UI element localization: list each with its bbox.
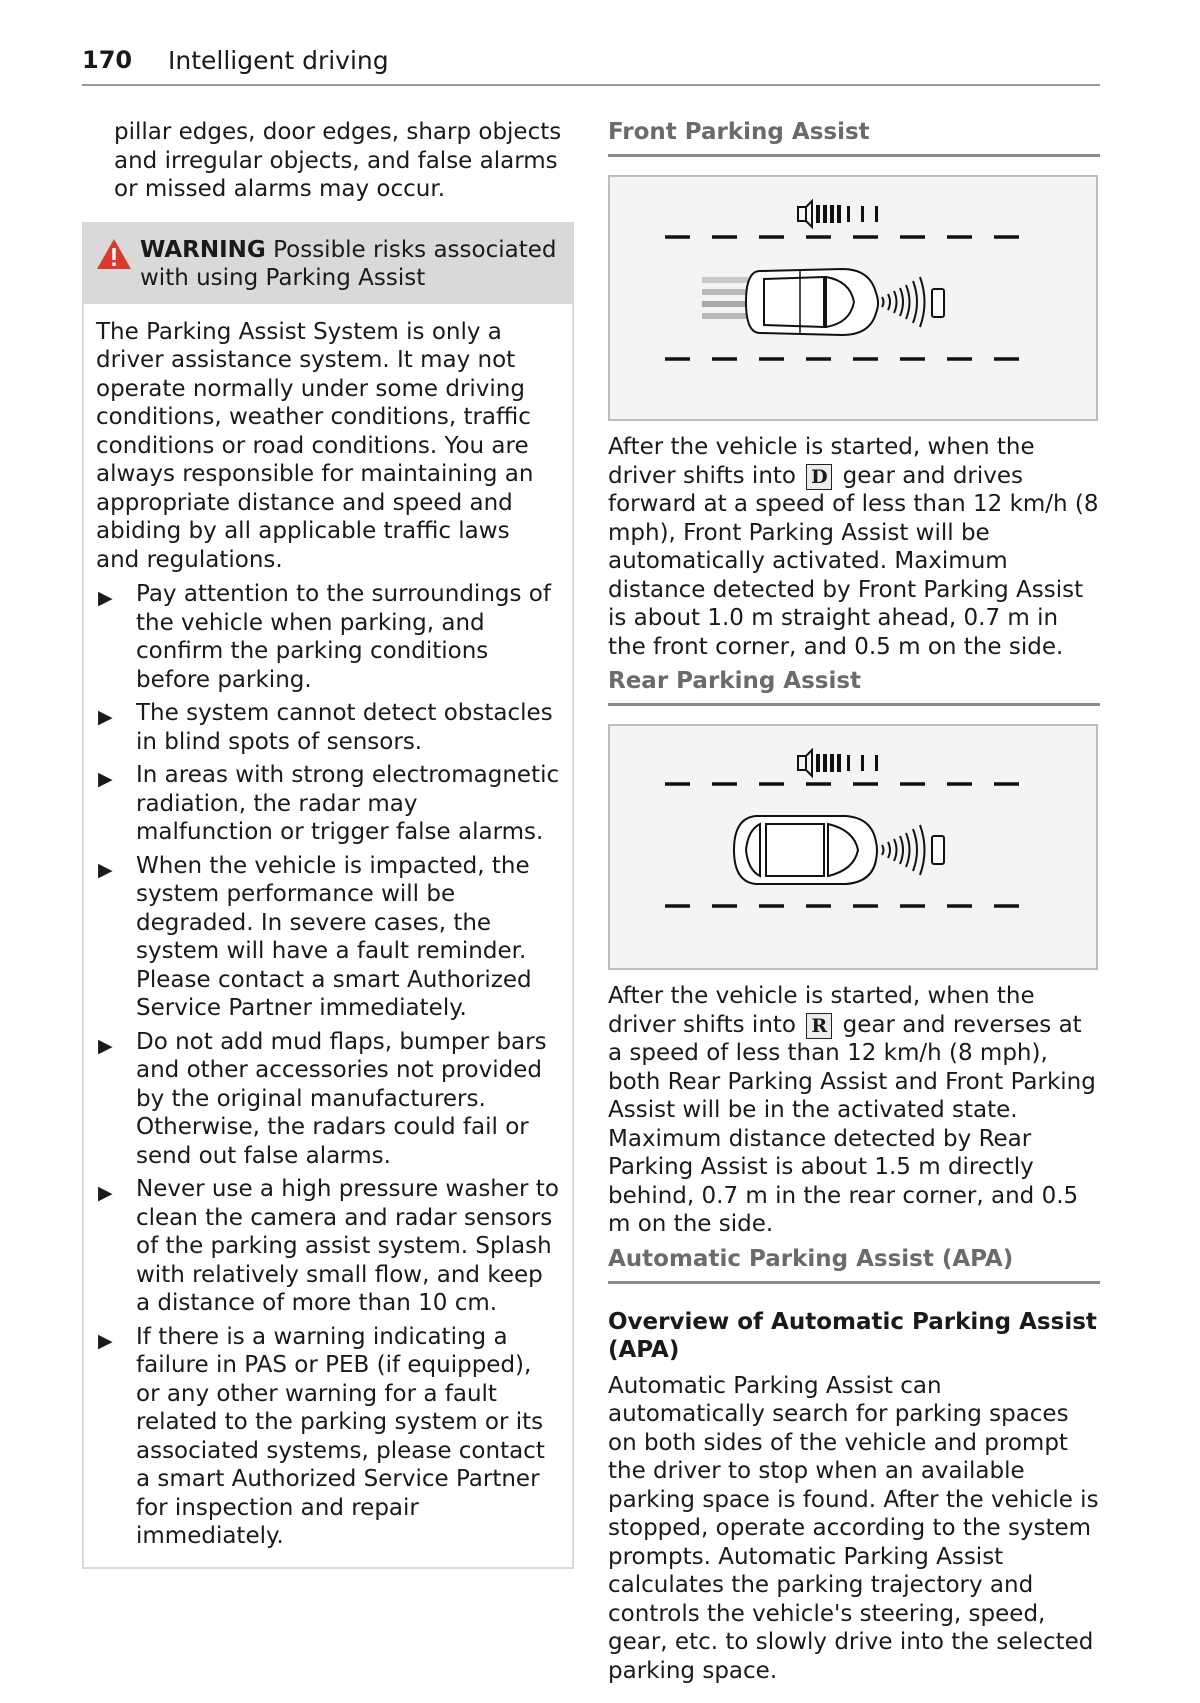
warning-box (82, 222, 574, 1569)
list-item (96, 1323, 560, 1551)
page-number: 170 (82, 46, 133, 74)
bullet-triangle-icon: ▶ (98, 1034, 113, 1057)
intro-text: pillar edges, door edges, sharp objects and irregular objects, and false alarms or missed alarms may occur. (114, 119, 562, 202)
list-item-text: The system cannot detect obstacles in blind spots of sensors. (136, 700, 553, 755)
front-text-after-gear: gear and drives forward at a speed of less than 12 km/h (8 mph), Front Parking Assist will be automatically activated. Maximum distance detected by Front Parking Assist is about 1.0 m straight ahead, 0.7 m in the front corner, and 0.5 m on the side. (608, 462, 1099, 660)
rear-text-before-gear: After the vehicle is started, when the driver shifts into (608, 983, 1035, 1038)
warning-title: Possible risks associated with using Parking Assist (140, 236, 557, 291)
bullet-triangle-icon: ▶ (98, 587, 113, 609)
car-icon (734, 816, 877, 884)
parking-sound-icon (798, 201, 878, 227)
page-header (82, 44, 1100, 86)
list-item (96, 580, 560, 694)
bullet-triangle-icon: ▶ (98, 858, 113, 881)
list-item-text: If there is a warning indicating a failure in PAS or PEB (if equipped), or any other warning for a fault related to the parking system or its associated systems, please contact a smart Authorized Service Partner for inspection and repair immediately. (136, 1323, 545, 1549)
list-item-text: When the vehicle is impacted, the system performance will be degraded. In severe cases, the system will have a fault reminder. Please contact a smart Authorized Service Partner immediately. (136, 852, 532, 1021)
list-item-text: Pay attention to the surroundings of the vehicle when parking, and confirm the parking conditions before parking. (136, 581, 551, 693)
list-item (96, 1175, 560, 1318)
front-parking-assist-heading: Front Parking Assist (608, 118, 1100, 157)
rear-parking-text (608, 982, 1100, 1239)
obstacle-icon (932, 836, 944, 864)
motion-trail (702, 277, 748, 319)
chapter-title: Intelligent driving (168, 46, 389, 75)
list-item-text: Do not add mud flaps, bumper bars and other accessories not provided by the original manufacturers. Otherwise, the radars could fail or send out false alarms. (136, 1028, 547, 1169)
gear-r-icon: R (806, 1013, 832, 1039)
bullet-triangle-icon: ▶ (98, 706, 113, 728)
right-column (608, 118, 1100, 1685)
warning-body (84, 304, 572, 1567)
list-item (96, 852, 560, 1023)
list-item (96, 761, 560, 847)
apa-overview-subheading: Overview of Automatic Parking Assist (APA) (608, 1308, 1097, 1363)
list-item (96, 699, 560, 756)
front-parking-illustration (608, 175, 1098, 421)
bullet-triangle-icon: ▶ (98, 1329, 113, 1352)
parking-sound-icon (798, 750, 878, 776)
car-icon (746, 269, 878, 335)
rear-parking-illustration (608, 724, 1098, 970)
rear-parking-assist-heading: Rear Parking Assist (608, 667, 1100, 706)
list-item (96, 1028, 560, 1171)
sensor-wave-icon (882, 277, 925, 327)
list-item-text: In areas with strong electromagnetic radiation, the radar may malfunction or trigger false alarms. (136, 762, 560, 845)
bullet-triangle-icon: ▶ (98, 768, 113, 790)
warning-label: WARNING (140, 236, 266, 263)
warning-body-text: The Parking Assist System is only a driver assistance system. It may not operate normally under some driving conditions, weather conditions, traffic conditions or road conditions. You are always responsible for maintaining an appropriate distance and speed and abiding by all applicable traffic laws and regulations. (96, 318, 534, 573)
front-parking-text (608, 433, 1100, 661)
warning-triangle-icon (96, 238, 132, 270)
sensor-wave-icon (882, 825, 925, 875)
obstacle-icon (932, 289, 944, 317)
warning-bullet-list (96, 580, 560, 1551)
front-text-before-gear: After the vehicle is started, when the driver shifts into (608, 434, 1035, 489)
warning-header (84, 224, 572, 304)
apa-heading: Automatic Parking Assist (APA) (608, 1245, 1100, 1284)
gear-d-icon: D (806, 464, 832, 490)
bullet-triangle-icon: ▶ (98, 1182, 113, 1204)
list-item-text: Never use a high pressure washer to clean the camera and radar sensors of the parking assist system. Splash with relatively small flow, and keep a distance of more than 10 cm. (136, 1176, 559, 1316)
apa-body-text: Automatic Parking Assist can automatically search for parking spaces on both sides of the vehicle and prompt the driver to stop when an available parking space is found. After the vehicle is stopped, operate according to the system prompts. Automatic Parking Assist calculates the parking trajectory and controls the vehicle's steering, speed, gear, etc. to slowly drive into the selected parking space. (608, 1372, 1099, 1684)
left-column (82, 118, 574, 1569)
rear-text-after-gear: gear and reverses at a speed of less than 12 km/h (8 mph), both Rear Parking Assist and Front Parking Assist will be in the activated state. Maximum distance detected by Rear Parking Assist is about 1.5 m directly behind, 0.7 m in the rear corner, and 0.5 m on the side. (608, 1011, 1096, 1237)
